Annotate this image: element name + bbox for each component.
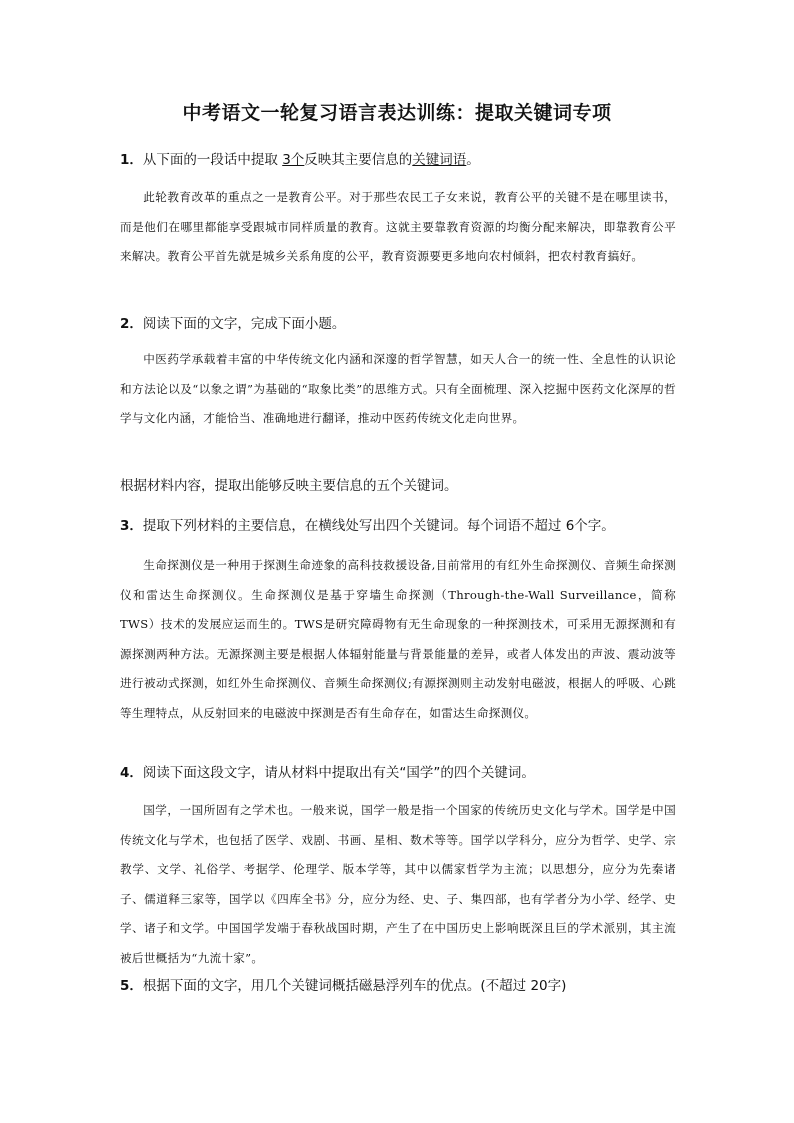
underlined-text: 3个 [282, 152, 305, 168]
sub-question: 根据材料内容，提取出能够反映主要信息的五个关键词。 [120, 478, 458, 494]
question-text: 根据下面的文字，用几个关键词概括磁悬浮列车的优点。(不超过 20字) [142, 978, 567, 994]
question-text: 反映其主要信息的 [304, 152, 413, 168]
question-number: 4． [120, 765, 143, 781]
question-1 [120, 150, 680, 170]
question-text: 阅读下面这段文字，请从材料中提取出有关“国学”的四个关键词。 [142, 765, 535, 781]
question-3 [120, 516, 680, 536]
passage-1: 此轮教育改革的重点之一是教育公平。对于那些农民工子女来说，教育公平的关键不是在哪里读书，而是他们在哪里都能享受跟城市同样质量的教育。这就主要靠教育资源的均衡分配来解决，即靠教育公平来解决。教育公平首先就是城乡关系角度的公平，教育资源要更多地向农村倾斜，把农村教育搞好。 [120, 190, 676, 263]
question-number: 2． [120, 316, 143, 332]
question-text: 阅读下面的文字，完成下面小题。 [142, 316, 346, 332]
question-2 [120, 314, 680, 334]
passage-3: 生命探测仪是一种用于探测生命迹象的高科技救援设备,目前常用的有红外生命探测仪、音频生命探测仪和雷达生命探测仪。生命探测仪是基于穿墙生命探测（Through-the-Wall Surveillance，简称 TWS）技术的发展应运而生的。TWS是研究障碍物有无生命现象的一种探测技术，可采用无源探测和有源探测两种方法。无源探测主要是根据人体辐射能量与背景能量的差异，或者人体发出的声波、震动波等进行被动式探测，如红外生命探测仪、音频生命探测仪;有源探测则主动发射电磁波，根据人的呼吸、心跳等生理特点，从反射回来的电磁波中探测是否有生命存在，如雷达生命探测仪。 [120, 558, 676, 720]
question-number: 1． [120, 152, 143, 168]
question-text: 。 [466, 152, 480, 168]
question-text: 提取下列材料的主要信息，在横线处写出四个关键词。每个词语不超过 6个字。 [142, 518, 615, 534]
question-5 [120, 976, 680, 996]
page-title: 中考语文一轮复习语言表达训练：提取关键词专项 [182, 102, 612, 124]
question-text: 从下面的一段话中提取 [142, 152, 283, 168]
question-number: 5． [120, 978, 143, 994]
question-4 [120, 763, 680, 783]
underlined-text: 关键词语 [412, 152, 467, 168]
passage-2: 中医药学承载着丰富的中华传统文化内涵和深邃的哲学智慧，如天人合一的统一性、全息性的认识论和方法论以及“以象之谓”为基础的“取象比类”的思维方式。只有全面梳理、深入挖掘中医药文化深厚的哲学与文化内涵，才能恰当、准确地进行翻译，推动中医药传统文化走向世界。 [120, 352, 676, 425]
passage-4: 国学，一国所固有之学术也。一般来说，国学一般是指一个国家的传统历史文化与学术。国学是中国传统文化与学术，也包括了医学、戏剧、书画、星相、数术等等。国学以学科分，应分为哲学、史学、宗教学、文学、礼俗学、考据学、伦理学、版本学等，其中以儒家哲学为主流；以思想分，应分为先秦诸子、儒道释三家等，国学以《四库全书》分，应分为经、史、子、集四部，也有学者分为小学、经学、史学、诸子和文学。中国国学发端于春秋战国时期，产生了在中国历史上影响既深且巨的学术派别，其主流被后世概括为“九流十家”。 [120, 803, 676, 965]
question-number: 3． [120, 518, 143, 534]
